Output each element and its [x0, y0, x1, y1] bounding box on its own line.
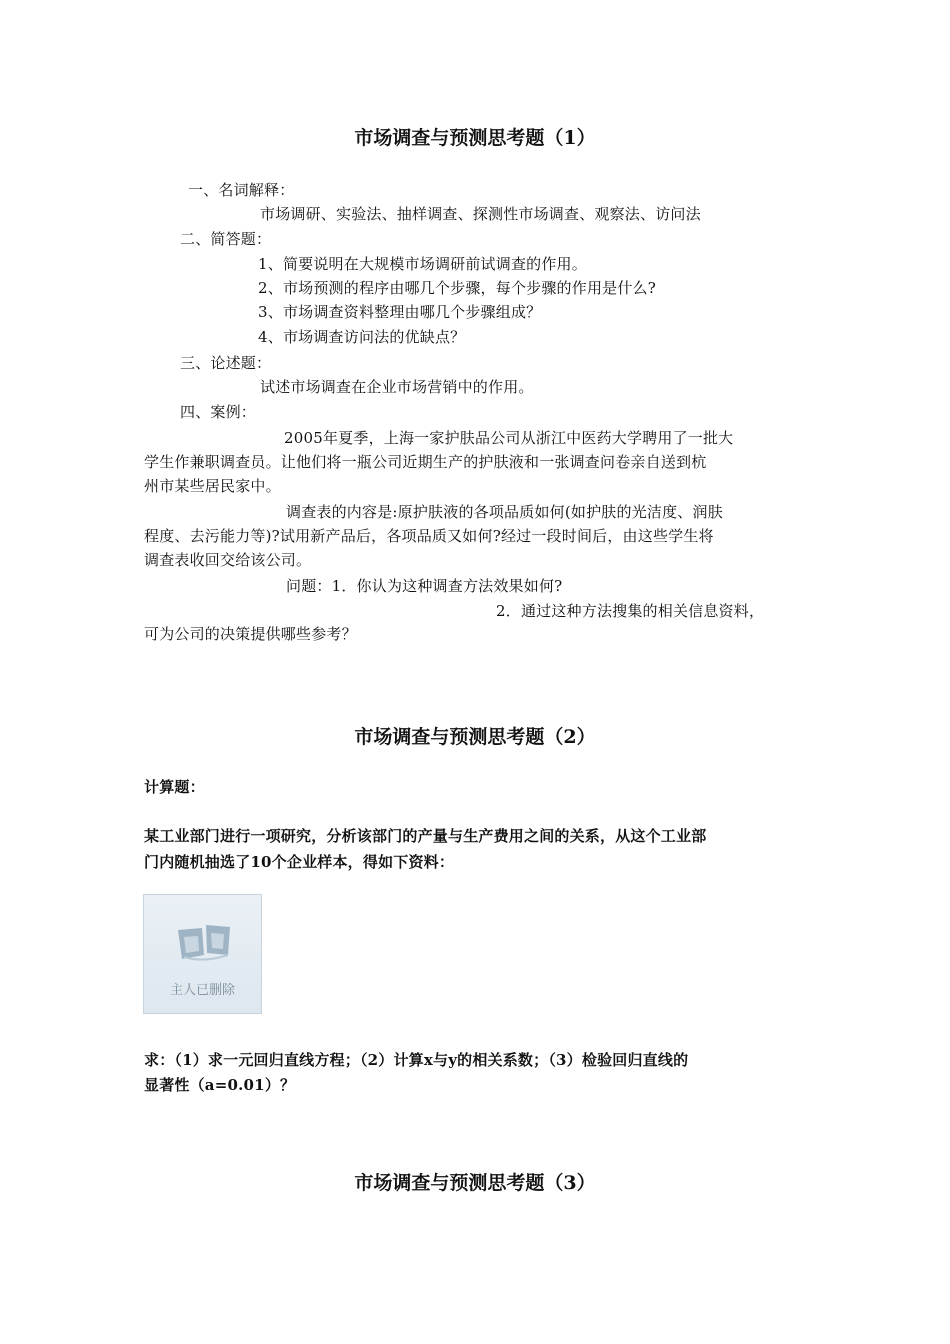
- image-caption: 主人已删除: [169, 983, 235, 998]
- case-question-1: 问题：1．你认为这种调查方法效果如何?: [286, 577, 563, 595]
- part2-heading: 二、简答题：: [180, 230, 272, 248]
- part2-item-3: 3、市场调查资料整理由哪几个步骤组成？: [258, 303, 542, 321]
- calc-intro-line2: 门内随机抽选了10个企业样本，得如下资料：: [144, 853, 455, 871]
- part3-text: 试述市场调查在企业市场营销中的作用。: [260, 378, 534, 396]
- part2-item-1: 1、简要说明在大规模市场调研前试调查的作用。: [258, 255, 587, 273]
- case-p2-line3: 调查表收回交给该公司。: [144, 551, 312, 569]
- case-p1-line2: 学生作兼职调查员。让他们将一瓶公司近期生产的护肤液和一张调查问卷亲自送到杭: [144, 453, 707, 471]
- case-p1-line3: 州市某些居民家中。: [144, 477, 281, 495]
- calc-intro-line1: 某工业部门进行一项研究，分析该部门的产量与生产费用之间的关系，从这个工业部: [144, 827, 707, 845]
- part4-heading: 四、案例：: [180, 403, 257, 421]
- case-question-2-line1: 2．通过这种方法搜集的相关信息资料，: [496, 602, 765, 620]
- deleted-image-placeholder: [143, 894, 262, 1014]
- calc-heading: 计算题：: [144, 778, 205, 796]
- case-p2-line2: 程度、去污能力等)?试用新产品后，各项品质又如何?经过一段时间后，由这些学生将: [144, 527, 714, 545]
- part2-item-2: 2、市场预测的程序由哪几个步骤，每个步骤的作用是什么?: [258, 279, 656, 297]
- calc-ask-line2: 显著性（a=0.01）？: [144, 1076, 296, 1094]
- broken-photo-icon: [144, 895, 263, 975]
- part1-terms: 市场调研、实验法、抽样调查、探测性市场调查、观察法、访问法: [260, 205, 701, 223]
- calc-ask-line1: 求：（1）求一元回归直线方程；（2）计算x与y的相关系数；（3）检验回归直线的: [144, 1051, 689, 1069]
- part3-heading: 三、论述题：: [180, 354, 272, 372]
- section1-title: 市场调查与预测思考题（1）: [354, 127, 596, 149]
- case-p2-line1: 调查表的内容是:原护肤液的各项品质如何(如护肤的光洁度、润肤: [286, 503, 723, 521]
- section3-title: 市场调查与预测思考题（3）: [354, 1172, 596, 1194]
- section2-title: 市场调查与预测思考题（2）: [354, 726, 596, 748]
- case-question-2-line2: 可为公司的决策提供哪些参考？: [144, 625, 357, 643]
- part2-item-4: 4、市场调查访问法的优缺点？: [258, 328, 466, 346]
- case-p1-line1: 2005年夏季，上海一家护肤品公司从浙江中医药大学聘用了一批大: [284, 429, 734, 447]
- part1-heading: 一、名词解释：: [188, 181, 295, 199]
